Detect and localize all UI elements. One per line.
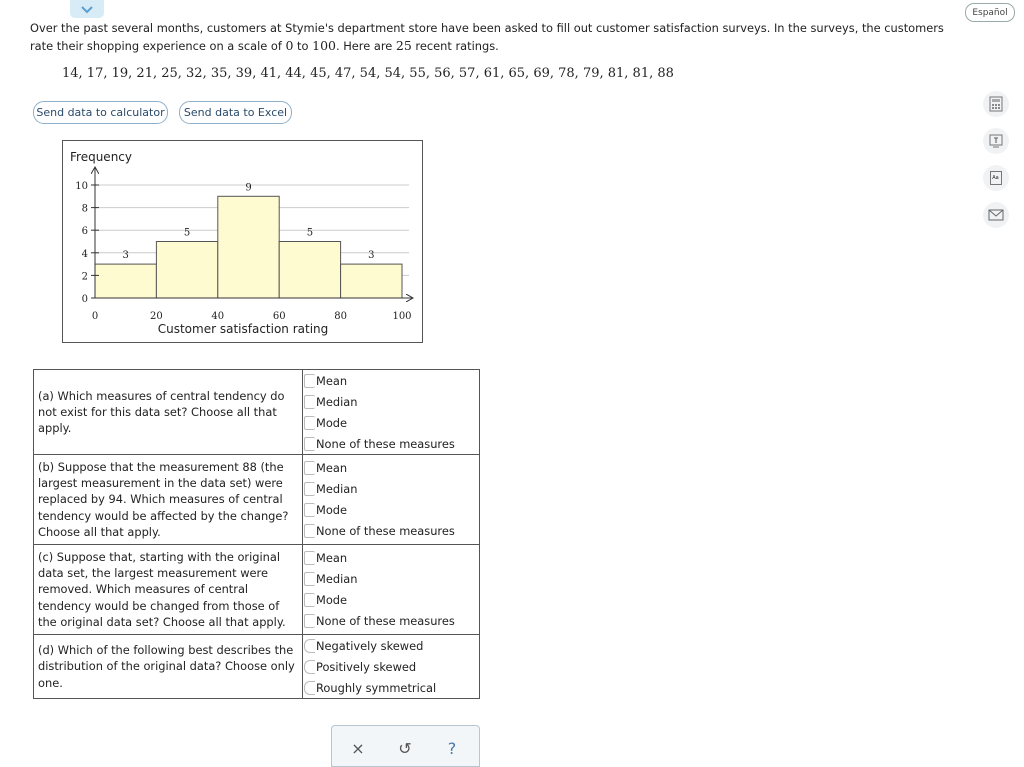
checkbox[interactable] — [304, 503, 315, 517]
option-label: Mode — [316, 503, 348, 517]
x-tick-label: 0 — [91, 311, 99, 322]
option-label: Median — [316, 394, 358, 409]
answer-toolbar — [331, 725, 480, 767]
radio-button[interactable] — [304, 681, 315, 695]
option-label: Negatively skewed — [316, 638, 424, 653]
checkbox[interactable] — [304, 593, 315, 607]
undo-button[interactable] — [393, 736, 417, 760]
x-tick-label: 40 — [211, 311, 225, 322]
checkbox-option[interactable] — [303, 412, 479, 433]
glossary-tool[interactable] — [983, 165, 1009, 191]
questions-table — [33, 369, 480, 699]
question-text: (c) Suppose that, starting with the original data set, the largest measurement were removed. Which measures of central tendency would be changed from those of the original data set? Choose all that apply. — [34, 545, 303, 635]
radio-option[interactable] — [303, 677, 479, 698]
help-button[interactable] — [440, 736, 464, 760]
histogram-bar — [279, 242, 340, 299]
option-label: None of these measures — [316, 436, 455, 451]
question-options — [303, 370, 480, 455]
x-axis-label: Customer satisfaction rating — [157, 322, 329, 336]
scale-min: 0 — [285, 38, 294, 53]
tutor-icon — [988, 133, 1004, 149]
collapse-button[interactable] — [70, 0, 104, 18]
radio-button[interactable] — [304, 639, 315, 653]
checkbox-option[interactable] — [303, 370, 479, 391]
checkbox[interactable] — [304, 482, 315, 496]
x-tick-label: 100 — [392, 311, 412, 322]
email-icon — [988, 209, 1004, 221]
bar-value-label: 3 — [122, 250, 129, 262]
chevron-down-icon — [80, 5, 94, 14]
bar-value-label: 5 — [183, 227, 191, 239]
checkbox[interactable] — [304, 551, 315, 565]
checkbox-option[interactable] — [303, 500, 479, 521]
checkbox-option[interactable] — [303, 569, 479, 590]
histogram-bar — [156, 242, 217, 299]
language-button[interactable]: Español — [965, 3, 1015, 22]
send-to-excel-button[interactable]: Send data to Excel — [179, 101, 292, 124]
radio-option[interactable] — [303, 635, 479, 656]
y-tick-label: 0 — [81, 294, 88, 305]
question-row — [34, 545, 480, 635]
glossary-icon — [989, 170, 1003, 186]
question-options — [303, 455, 480, 545]
checkbox[interactable] — [304, 374, 315, 388]
checkbox-option[interactable] — [303, 611, 479, 632]
histogram-bar — [218, 196, 279, 298]
intro-text-2: to — [293, 39, 313, 53]
question-text: (b) Suppose that the measurement 88 (the largest measurement in the data set) were replaced by 94. Which measures of central tendency would be affected by the change? Choose all that apply. — [34, 455, 303, 545]
y-tick-label: 4 — [81, 248, 88, 260]
question-text: (d) Which of the following best describes the distribution of the original data? Choose only one. — [34, 635, 303, 699]
checkbox[interactable] — [304, 614, 315, 628]
option-label: Mode — [316, 415, 348, 430]
histogram-bar — [95, 264, 156, 298]
histogram-bar — [341, 264, 402, 298]
checkbox[interactable] — [304, 572, 315, 586]
y-tick-label: 6 — [81, 226, 88, 238]
question-row — [34, 635, 480, 699]
option-label: None of these measures — [316, 614, 455, 628]
checkbox-option[interactable] — [303, 391, 479, 412]
checkbox[interactable] — [304, 437, 315, 451]
y-tick-label: 8 — [81, 203, 88, 215]
checkbox-option[interactable] — [303, 479, 479, 500]
rating-count: 25 — [395, 38, 412, 53]
option-label: Mean — [316, 461, 348, 475]
x-tick-label: 80 — [334, 311, 347, 322]
y-tick-label: 10 — [75, 181, 88, 192]
calculator-icon — [989, 96, 1003, 112]
radio-button[interactable] — [304, 660, 315, 674]
problem-statement — [30, 20, 960, 55]
histogram-svg — [63, 141, 422, 342]
intro-text-4: recent ratings. — [411, 39, 499, 53]
checkbox[interactable] — [304, 416, 315, 430]
checkbox-option[interactable] — [303, 458, 479, 479]
tutor-tool[interactable] — [983, 128, 1009, 154]
close-icon: × — [351, 738, 365, 758]
option-label: Median — [316, 482, 358, 496]
option-label: Positively skewed — [316, 659, 417, 674]
intro-text-3: . Here are — [335, 39, 396, 53]
checkbox-option[interactable] — [303, 548, 479, 569]
checkbox-option[interactable] — [303, 590, 479, 611]
bar-value-label: 3 — [368, 250, 375, 262]
bar-value-label: 9 — [245, 182, 252, 194]
undo-icon: ↺ — [398, 738, 412, 758]
checkbox-option[interactable] — [303, 433, 479, 454]
question-options — [303, 635, 480, 699]
checkbox[interactable] — [304, 524, 315, 538]
help-icon: ? — [447, 738, 457, 758]
x-tick-label: 20 — [150, 311, 163, 322]
y-axis-label: Frequency — [70, 150, 132, 164]
option-label: Roughly symmetrical — [316, 680, 437, 695]
radio-option[interactable] — [303, 656, 479, 677]
calculator-tool[interactable] — [983, 91, 1009, 117]
option-label: Median — [316, 572, 358, 586]
question-options — [303, 545, 480, 635]
checkbox[interactable] — [304, 395, 315, 409]
checkbox[interactable] — [304, 461, 315, 475]
option-label: Mean — [316, 551, 348, 565]
bar-value-label: 5 — [306, 227, 314, 239]
send-to-calculator-button[interactable]: Send data to calculator — [33, 101, 168, 124]
clear-button[interactable] — [346, 736, 370, 760]
data-values: 14, 17, 19, 21, 25, 32, 35, 39, 41, 44, 45, 47, 54, 54, 55, 56, 57, 61, 65, 69, 78, 79, 81, 81, 88 — [62, 66, 674, 81]
svg-text:Aa: Aa — [992, 175, 999, 181]
intro-text: Over the past several months, customers at Stymie's department store have been asked to fill out customer satisfaction surveys. In the surveys, the customers rate their shopping experience on a scale of — [30, 21, 944, 53]
option-label: Mean — [316, 373, 348, 388]
question-row — [34, 455, 480, 545]
question-row — [34, 370, 480, 455]
option-label: Mode — [316, 593, 348, 607]
scale-max: 100 — [312, 38, 336, 53]
x-tick-label: 60 — [272, 311, 286, 322]
question-text: (a) Which measures of central tendency do not exist for this data set? Choose all that apply. — [34, 370, 303, 455]
option-label: None of these measures — [316, 524, 455, 538]
email-tool[interactable] — [983, 202, 1009, 228]
checkbox-option[interactable] — [303, 521, 479, 542]
y-tick-label: 2 — [81, 271, 88, 283]
histogram-chart — [62, 140, 423, 343]
